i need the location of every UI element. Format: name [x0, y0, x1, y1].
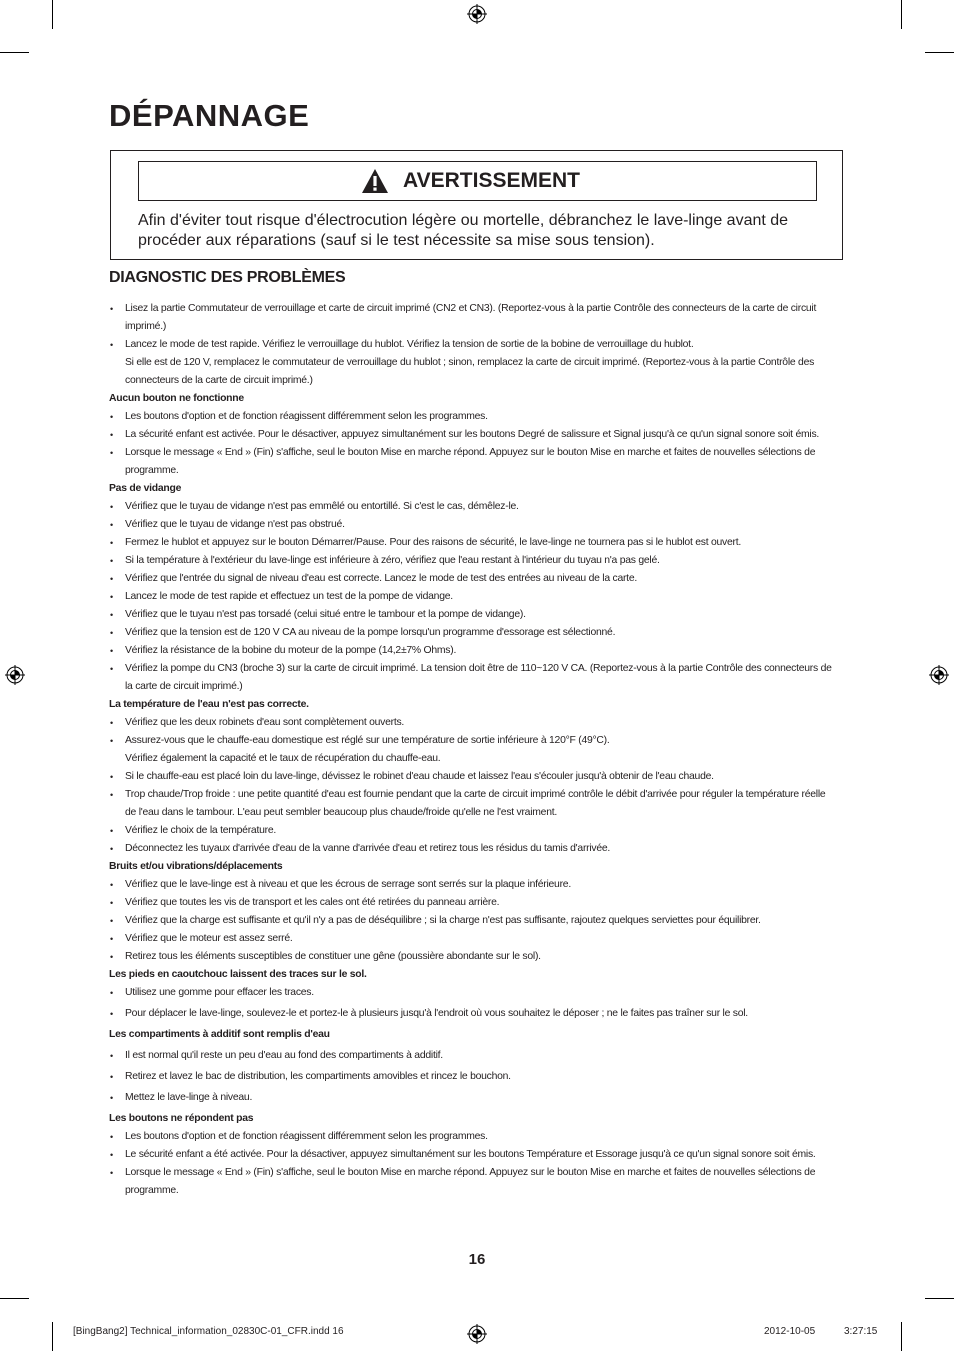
list-item: • Vérifiez la pompe du CN3 (broche 3) sur la carte de circuit imprimé. La tension doit être de 110~120 V CA. (Reportez-vous à la partie Contrôle des connecteurs de la carte de circuit imprimé.) [109, 660, 839, 696]
group-list [109, 714, 839, 858]
group-list [109, 876, 839, 966]
list-item: • Lisez la partie Commutateur de verrouillage et carte de circuit imprimé (CN2 et CN3). (Reportez-vous à la partie Contrôle des connecteurs de la carte de circuit imprimé.) [109, 300, 839, 336]
list-item: • Le sécurité enfant a été activée. Pour la désactiver, appuyez simultanément sur les boutons Température et Essorage jusqu'à ce qu'un signal sonore soit émis. [109, 1146, 839, 1164]
list-item: • Déconnectez les tuyaux d'arrivée d'eau de la vanne d'arrivée d'eau et retirez tous les résidus du tamis d'arrivée. [109, 840, 839, 858]
list-item: • Il est normal qu'il reste un peu d'eau au fond des compartiments à additif. [109, 1047, 839, 1065]
list-item: • Vérifiez que le moteur est assez serré. [109, 930, 839, 948]
list-item: • Vérifiez que le tuyau n'est pas torsadé (celui situé entre le tambour et la pompe de vidange). [109, 606, 839, 624]
list-item: • Mettez le lave-linge à niveau. [109, 1089, 839, 1107]
crop-mark [925, 52, 954, 53]
list-item: • Vérifiez que le tuyau de vidange n'est pas emmêlé ou entortillé. Si c'est le cas, démêlez-le. [109, 498, 839, 516]
list-item: • Vérifiez que la tension est de 120 V CA au niveau de la pompe lorsqu'un programme d'essorage est sélectionné. [109, 624, 839, 642]
list-item: • Lorsque le message « End » (Fin) s'affiche, seul le bouton Mise en marche répond. Appuyez sur le bouton Mise en marche et faites de nouvelles sélections de programme. [109, 444, 839, 480]
group-heading: Les boutons ne répondent pas [109, 1113, 254, 1124]
group-heading: Pas de vidange [109, 483, 182, 494]
group-heading: Aucun bouton ne fonctionne [109, 393, 244, 404]
group-list [109, 1128, 839, 1200]
list-item: • Vérifiez la résistance de la bobine du moteur de la pompe (14,2±7% Ohms). [109, 642, 839, 660]
warning-triangle-icon [361, 168, 389, 194]
crop-mark [901, 0, 902, 29]
list-item: • Si le chauffe-eau est placé loin du lave-linge, dévissez le robinet d'eau chaude et laissez l'eau s'écouler jusqu'à obtenir de l'eau chaude. [109, 768, 839, 786]
group-heading: Les pieds en caoutchouc laissent des traces sur le sol. [109, 969, 367, 980]
registration-mark-icon [467, 4, 487, 24]
group-heading: Les compartiments à additif sont remplis d'eau [109, 1029, 330, 1040]
list-item: • Les boutons d'option et de fonction réagissent différemment selon les programmes. [109, 408, 839, 426]
warning-text: Afin d'éviter tout risque d'électrocution légère ou mortelle, débranchez le lave-linge avant de procéder aux réparations (sauf si le test nécessite sa mise sous tension). [138, 212, 789, 249]
list-item: • Lorsque le message « End » (Fin) s'affiche, seul le bouton Mise en marche répond. Appuyez sur le bouton Mise en marche et faites de nouvelles sélections de programme. [109, 1164, 839, 1200]
list-item: • Vérifiez que l'entrée du signal de niveau d'eau est correcte. Lancez le mode de test des entrées au niveau de la carte. [109, 570, 839, 588]
warning-label: AVERTISSEMENT [403, 169, 580, 192]
registration-mark-icon [5, 665, 25, 685]
footer-time: 3:27:15 [844, 1326, 878, 1337]
registration-mark-icon [929, 665, 949, 685]
footer-date: 2012-10-05 [764, 1326, 816, 1337]
list-item: • Vérifiez le choix de la température. [109, 822, 839, 840]
crop-mark [52, 1322, 53, 1351]
list-item: • Vérifiez que la charge est suffisante et qu'il n'y a pas de déséquilibre ; si la charge n'est pas suffisante, rajoutez quelques serviettes pour équilibrer. [109, 912, 839, 930]
list-item [109, 336, 839, 390]
intro-list [109, 300, 839, 390]
crop-mark [0, 1298, 29, 1299]
warning-header [138, 161, 817, 201]
group-heading: La température de l'eau n'est pas correcte. [109, 699, 309, 710]
list-item-text: Assurez-vous que le chauffe-eau domestique est réglé sur une température de sortie inférieure à 120°F (49°C). Vérifiez également la capacité et le taux de récupération du chauffe-eau. [125, 735, 610, 764]
group-list [109, 984, 839, 1023]
list-item: • Trop chaude/Trop froide : une petite quantité d'eau est fournie pendant que la carte de circuit imprimé contrôle le débit d'arrivée pour réguler la température réelle de l'eau dans le tambour. L'eau peut sembler beaucoup plus chaude/froide qu'elle ne l'est vraiment. [109, 786, 839, 822]
crop-mark [0, 52, 29, 53]
list-item [109, 732, 839, 768]
registration-mark-icon [467, 1324, 487, 1344]
list-item: • Les boutons d'option et de fonction réagissent différemment selon les programmes. [109, 1128, 839, 1146]
group-list [109, 408, 839, 480]
crop-mark [901, 1322, 902, 1351]
troubleshooting-content [109, 300, 839, 1200]
list-item: • Retirez et lavez le bac de distribution, les compartiments amovibles et rincez le bouchon. [109, 1068, 839, 1086]
crop-mark [925, 1298, 954, 1299]
list-item: • Retirez tous les éléments susceptibles de constituer une gêne (poussière abondante sur le sol). [109, 948, 839, 966]
list-item: • Vérifiez que les deux robinets d'eau sont complètement ouverts. [109, 714, 839, 732]
list-item: • Utilisez une gomme pour effacer les traces. [109, 984, 839, 1002]
list-item: • Pour déplacer le lave-linge, soulevez-le et portez-le à plusieurs jusqu'à l'endroit où vous souhaitez le déposer ; ne le faites pas traîner sur le sol. [109, 1005, 839, 1023]
page-title: DÉPANNAGE [109, 98, 310, 133]
list-item: • Vérifiez que le lave-linge est à niveau et que les écrous de serrage sont serrés sur la plaque inférieure. [109, 876, 839, 894]
page-number: 16 [468, 1251, 486, 1268]
footer-file-info: [BingBang2] Technical_information_02830C-01_CFR.indd 16 [73, 1326, 344, 1337]
group-list [109, 498, 839, 696]
warning-box [110, 150, 843, 260]
list-item: • La sécurité enfant est activée. Pour le désactiver, appuyez simultanément sur les boutons Degré de salissure et Signal jusqu'à ce qu'un signal sonore soit émis. [109, 426, 839, 444]
group-list [109, 1047, 839, 1107]
list-item: • Vérifiez que le tuyau de vidange n'est pas obstrué. [109, 516, 839, 534]
list-item: • Vérifiez que toutes les vis de transport et les cales ont été retirées du panneau arrière. [109, 894, 839, 912]
group-heading: Bruits et/ou vibrations/déplacements [109, 861, 283, 872]
list-item-text: Lancez le mode de test rapide. Vérifiez le verrouillage du hublot. Vérifiez la tension de sortie de la bobine de verrouillage du hublot. Si elle est de 120 V, remplacez le commutateur de verrouillage du hublot ; sinon, remplacez la carte de circuit imprimé. (Reportez-vous à la partie Contrôle des connecteurs de la carte de circuit imprimé.) [125, 339, 815, 386]
list-item: • Si la température à l'extérieur du lave-linge est inférieure à zéro, vérifiez que l'eau restant à l'intérieur du tuyau n'a pas gelé. [109, 552, 839, 570]
section-title: DIAGNOSTIC DES PROBLÈMES [109, 269, 346, 286]
list-item: • Fermez le hublot et appuyez sur le bouton Démarrer/Pause. Pour des raisons de sécurité, le lave-linge ne tournera pas si le hublot est ouvert. [109, 534, 839, 552]
list-item: • Lancez le mode de test rapide et effectuez un test de la pompe de vidange. [109, 588, 839, 606]
crop-mark [52, 0, 53, 29]
